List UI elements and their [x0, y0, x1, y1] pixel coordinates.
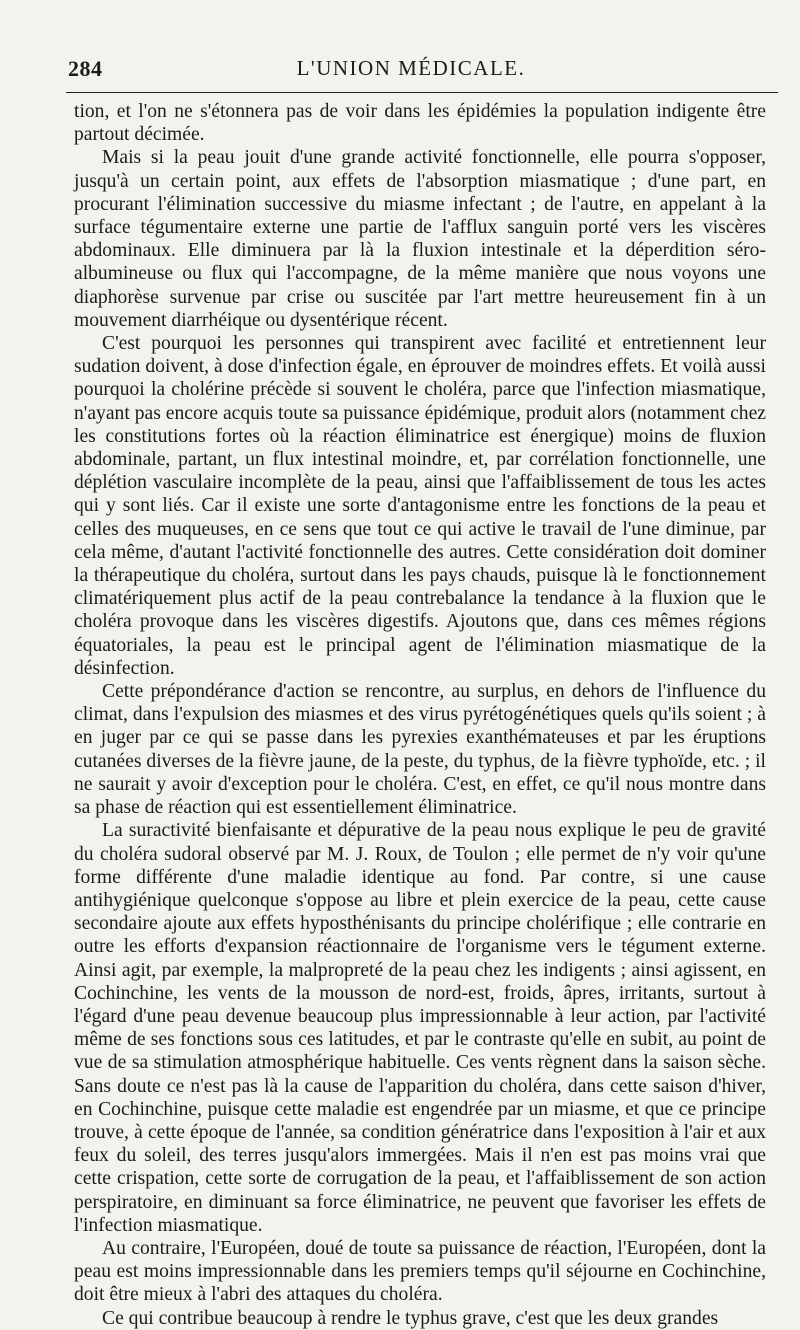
page-number: 284 [68, 56, 103, 81]
paragraph: Cette prépondérance d'action se rencontre, au surplus, en dehors de l'influence du climat, dans l'expulsion des miasmes et des virus pyrétogénétiques quels qu'ils soient ; à en juger par ce qui se passe dans les pyrexies exanthémateuses et par les éruptions cutanées diverses de la fièvre jaune, de la peste, du typhus, de la fièvre typhoïde, etc. ; il ne saurait y avoir d'exception pour le choléra. C'est, en effet, ce qu'il nous montre dans sa phase de réaction qui est essentiellement éliminatrice. [74, 681, 766, 819]
body-text [74, 100, 766, 1330]
page-header [62, 52, 760, 86]
paragraph: Mais si la peau jouit d'une grande activité fonctionnelle, elle pourra s'opposer, jusqu'à un certain point, aux effets de l'absorption miasmatique ; d'une part, en procurant l'élimination successive du miasme infectant ; de l'autre, en appelant à la surface tégumentaire externe une partie de l'afflux sanguin porté vers les viscères abdominaux. Elle diminuera par là la fluxion intestinale et la déperdition séro-albumineuse ou flux qui l'accompagne, de la même manière que nous voyons une diaphorèse survenue par crise ou suscitée par l'art mettre heureusement fin à un mouvement diarrhéique ou dysentérique récent. [74, 147, 766, 331]
paragraph: Ce qui contribue beaucoup à rendre le typhus grave, c'est que les deux grandes [102, 1307, 719, 1329]
paragraph: La suractivité bienfaisante et dépurative de la peau nous explique le peu de gravité du choléra sudoral observé par M. J. Roux, de Toulon ; elle permet de n'y voir qu'une forme différente d'une maladie identique au fond. Par contre, si une cause antihygiénique quelconque s'oppose au libre et plein exercice de la peau, cette cause secondaire ajoute aux effets hyposthénisants du principe cholérifique ; elle contrarie en outre les efforts d'expansion réactionnaire de l'organisme vers le tégument externe. Ainsi agit, par exemple, la malpropreté de la peau chez les indigents ; ainsi agissent, en Cochinchine, les vents de la mousson de nord-est, froids, âpres, irritants, surtout à l'égard d'une peau devenue beaucoup plus impressionnable à leur action, par l'activité même de ses fonctions sous ces latitudes, et par le contraste qu'elle en subit, au point de vue de sa stimulation atmosphérique habituelle. Ces vents règnent dans la saison sèche. Sans doute ce n'est pas là la cause de l'apparition du choléra, dans cette saison d'hiver, en Cochinchine, puisque cette maladie est engendrée par un miasme, et que ce principe trouve, à cette époque de l'année, sa condition génératrice dans l'exposition à l'air et aux feux du soleil, des terres jusqu'alors immergées. Mais il n'en est pas moins vrai que cette crispation, cette sorte de corrugation de la peau, et l'affaiblissement de son action perspiratoire, en diminuant sa force éliminatrice, ne peuvent que favoriser les effets de l'infection miasmatique. [74, 820, 766, 1236]
header-rule [66, 92, 778, 93]
running-title: L'UNION MÉDICALE. [296, 56, 526, 80]
paragraph: C'est pourquoi les personnes qui transpirent avec facilité et entretiennent leur sudation doivent, à dose d'infection égale, en éprouver de moindres effets. Et voilà aussi pourquoi la cholérine précède si souvent le choléra, parce que l'infection miasmatique, n'ayant pas encore acquis toute sa puissance épidémique, produit alors (notamment chez les constitutions fortes où la réaction éliminatrice est énergique) moins de fluxion abdominale, partant, un flux intestinal moindre, et, par corrélation fonctionnelle, une déplétion vasculaire incomplète de la peau, ainsi que l'affaiblissement de tous les actes qui y sont liés. Car il existe une sorte d'antagonisme entre les fonctions de la peau et celles des muqueuses, en ce sens que tout ce qui active le travail de l'une diminue, par cela même, d'autant l'activité fonctionnelle des autres. Cette considération doit dominer la thérapeutique du choléra, surtout dans les pays chauds, puisque là le fonctionnement climatériquement plus actif de la peau contrebalance la tendance à la fluxion que le choléra provoque dans les viscères digestifs. Ajoutons que, dans ces mêmes régions équatoriales, la peau est le principal agent de l'élimination miasmatique de la désinfection. [74, 333, 766, 679]
paragraph: tion, et l'on ne s'étonnera pas de voir dans les épidémies la population indigente être partout décimée. [74, 101, 766, 146]
paragraph: Au contraire, l'Européen, doué de toute sa puissance de réaction, l'Européen, dont la peau est moins impressionnable dans les premiers temps qu'il séjourne en Cochinchine, doit être mieux à l'abri des attaques du choléra. [74, 1237, 766, 1306]
